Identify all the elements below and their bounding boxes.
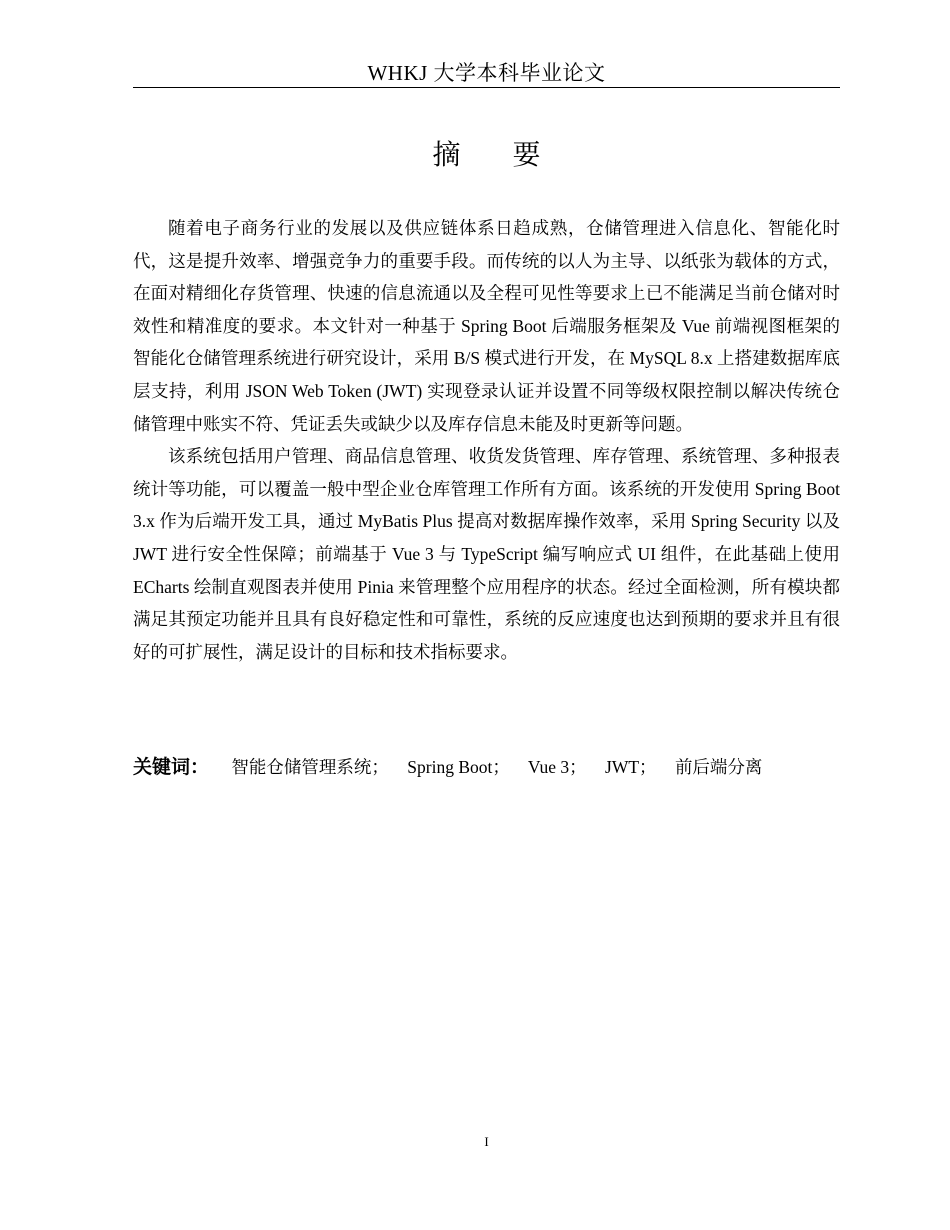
keyword-item: Spring Boot； — [407, 757, 510, 777]
keyword-item: JWT； — [605, 757, 657, 777]
keywords-label: 关键词： — [133, 756, 210, 778]
header-divider — [133, 87, 840, 88]
keyword-item: 智能仓储管理系统； — [231, 757, 389, 777]
keyword-item: Vue 3； — [527, 757, 587, 777]
abstract-paragraph: 随着电子商务行业的发展以及供应链体系日趋成熟，仓储管理进入信息化、智能化时代，这是提升效率、增强竞争力的重要手段。而传统的以人为主导、以纸张为载体的方式，在面对精细化存货管理、快速的信息流通以及全程可见性等要求上已不能满足当前仓储对时效性和精准度的要求。本文针对一种基于 Spring Boot 后端服务框架及 Vue 前端视图框架的智能化仓储管理系统进行研究设计，采用 B/S 模式进行开发，在 MySQL 8.x 上搭建数据库底层支持，利用 JSON Web Token (JWT) 实现登录认证并设置不同等级权限控制以解决传统仓储管理中账实不符、凭证丢失或缺少以及库存信息未能及时更新等问题。 — [133, 218, 840, 434]
keywords-line — [133, 751, 840, 783]
keyword-item: 前后端分离 — [674, 757, 763, 777]
page-number: I — [484, 1134, 489, 1149]
abstract-paragraph: 该系统包括用户管理、商品信息管理、收货发货管理、库存管理、系统管理、多种报表统计等功能，可以覆盖一般中型企业仓库管理工作所有方面。该系统的开发使用 Spring Boot 3.x 作为后端开发工具，通过 MyBatis Plus 提高对数据库操作效率，采用 Spring Security 以及 JWT 进行安全性保障；前端基于 Vue 3 与 TypeScript 编写响应式 UI 组件，在此基础上使用 ECharts 绘制直观图表并使用 Pinia 来管理整个应用程序的状态。经过全面检测，所有模块都满足其预定功能并且具有良好稳定性和可靠性，系统的反应速度也达到预期的要求并且有很好的可扩展性，满足设计的目标和技术指标要求。 — [133, 446, 840, 662]
abstract-heading: 摘 要 — [432, 140, 553, 171]
running-header: WHKJ 大学本科毕业论文 — [367, 61, 606, 85]
abstract-body — [133, 212, 840, 668]
